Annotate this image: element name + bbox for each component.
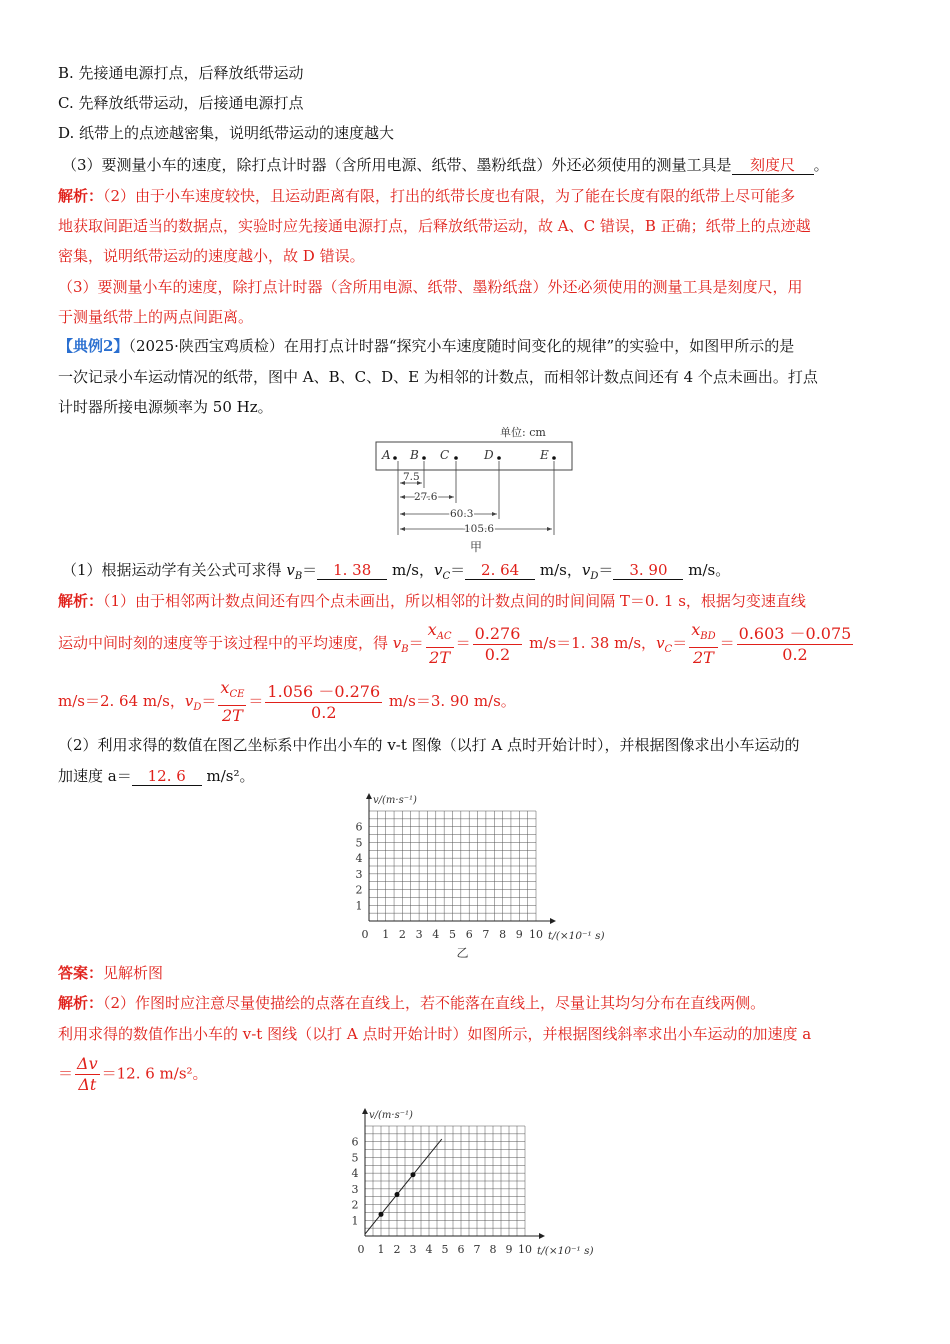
vb-answer: 1. 38 (317, 561, 387, 580)
chart-title: 乙 (456, 946, 469, 960)
y-tick-label: 5 (351, 1151, 359, 1165)
example-2-line-2: 一次记录小车运动情况的纸带，图中 A、B、C、D、E 为相邻的计数点，而相邻计数点间还有 4 个点未画出。打点 (58, 368, 818, 386)
x-tick-label: 7 (473, 1243, 481, 1256)
svg-text:C: C (440, 448, 450, 462)
analysis-2-line-3: m/s＝2. 64 m/s，$v_D=$ $\frac{x_{CE}}{2T}$ ＝ $\frac{1.056 -0.276}{0.2}$ m/s＝3. 90 m/s。 (58, 678, 516, 726)
answer-text: 见解析图 (103, 964, 164, 982)
x-tick-label: 10 (529, 928, 543, 941)
x-tick-label: 8 (499, 928, 507, 941)
vd-symbol: $v_D$ (581, 561, 599, 582)
y-axis-arrow (362, 1108, 368, 1114)
y-axis-label: v/(m·s⁻¹) (373, 795, 417, 806)
x-tick-label: 5 (441, 1243, 449, 1256)
distance-ab: 7.5 (403, 471, 420, 483)
analysis-1-line-2: 地获取间距适当的数据点，实验时应先接通电源打点，后释放纸带运动，故 A、C 错误，B 正确；纸带上的点迹越 (58, 217, 811, 235)
grid (365, 1126, 525, 1236)
svg-text:B: B (410, 448, 419, 462)
option-c: C. 先释放纸带运动，后接通电源打点 (58, 94, 304, 112)
x-tick-label: 9 (515, 928, 523, 941)
svg-text:D: D (484, 448, 494, 462)
fraction-value-2: $\frac{0.603 -0.075}{0.2}$ (738, 623, 852, 664)
svg-text:A: A (382, 448, 391, 462)
data-point (395, 1192, 400, 1197)
distance-ac: 27.6 (414, 491, 438, 503)
tape-unit-label: 单位: cm (500, 426, 546, 439)
x-tick-label: 3 (415, 928, 423, 941)
y-tick-label: 4 (355, 852, 363, 866)
vt-graph-empty (345, 793, 605, 963)
example-2-tag: 【典例2】 (58, 337, 129, 355)
x-axis-arrow (539, 1233, 545, 1239)
x-tick-label: 0 (361, 928, 369, 941)
y-tick-label: 4 (351, 1167, 359, 1181)
analysis-2-line-2: 运动中间时刻的速度等于该过程中的平均速度，得 $v_B=$ $\frac{x_{AC}}{2T}$ ＝ $\frac{0.276}{0.2}$ m/s＝1. 38 m/s，$v_C=$ $\frac{x_{BD}}{2T}$ ＝ $\frac{0.603 -0.075}{0.2}$ (58, 620, 852, 668)
x-tick-label: 10 (518, 1243, 532, 1256)
question-2-line-1: （2）利用求得的数值在图乙坐标系中作出小车的 v-t 图像（以打 A 点时开始计时），并根据图像求出小车运动的 (58, 736, 800, 754)
y-tick-label: 3 (355, 867, 363, 881)
x-axis-label: t/(×10⁻¹ s) (548, 930, 605, 942)
x-tick-label: 2 (393, 1243, 401, 1256)
acceleration-answer: 12. 6 (132, 767, 202, 786)
figure-caption-jia: 甲 (470, 540, 483, 554)
tape-point-b (409, 448, 426, 462)
analysis-3-line-1: 解析：（2）作图时应注意尽量使描绘的点落在直线上，若不能落在直线上，尽量让其均匀分布在直线两侧。 (58, 994, 766, 1012)
vc-symbol: $v_C$ (433, 561, 451, 582)
tape-point-d (483, 448, 501, 462)
vd-answer: 3. 90 (613, 561, 683, 580)
grid (369, 811, 536, 921)
data-point (411, 1172, 416, 1177)
vt-graph-solution (338, 1103, 608, 1263)
question-2-line-2: 加速度 a＝ 12. 6 m/s²。 (58, 767, 255, 785)
fraction-value-3: $\frac{1.056 -0.276}{0.2}$ (267, 681, 381, 722)
y-tick-label: 2 (355, 883, 363, 897)
analysis-1-line-5: 于测量纸带上的两点间距离。 (58, 308, 254, 326)
option-b: B. 先接通电源打点，后释放纸带运动 (58, 64, 304, 82)
answer-label: 答案： (58, 964, 104, 982)
question-3 (62, 154, 829, 176)
example-2-line-3: 计时器所接电源频率为 50 Hz。 (58, 398, 273, 416)
analysis-1-line-4: （3）要测量小车的速度，除打点计时器（含所用电源、纸带、墨粉纸盘）外还必须使用的测量工具是刻度尺，用 (58, 278, 803, 296)
vc-answer: 2. 64 (465, 561, 535, 580)
y-axis-label: v/(m·s⁻¹) (369, 1110, 413, 1121)
fit-line (365, 1139, 442, 1234)
analysis-2-line-1: 解析：（1）由于相邻两计数点间还有四个点未画出，所以相邻的计数点间的时间间隔 T＝0. 1 s，根据匀变速直线 (58, 592, 806, 610)
distance-ad: 60.3 (450, 508, 474, 520)
x-tick-label: 6 (465, 928, 473, 941)
y-tick-label: 6 (351, 1135, 359, 1149)
question-1: （1）根据运动学有关公式可求得 $v_B= 1$. 38 m/s，$v_C= 2$. 64 m/s，$v_D= 3$. 90 m/s。 (62, 561, 731, 582)
analysis-label: 解析： (58, 187, 104, 205)
x-tick-label: 7 (482, 928, 490, 941)
x-tick-label: 1 (377, 1243, 385, 1256)
y-axis-arrow (366, 793, 372, 799)
analysis-3-line-2: 利用求得的数值作出小车的 v-t 图线（以打 A 点时开始计时）如图所示，并根据图线斜率求出小车运动的加速度 a (58, 1025, 812, 1043)
x-axis-label: t/(×10⁻¹ s) (537, 1245, 594, 1257)
x-tick-label: 4 (425, 1243, 433, 1256)
x-tick-label: 4 (432, 928, 440, 941)
svg-text:E: E (540, 448, 549, 462)
question-3-answer: 刻度尺 (732, 156, 814, 175)
x-tick-label: 8 (489, 1243, 497, 1256)
tape-point-a (381, 448, 397, 462)
paper-tape-figure (370, 425, 580, 555)
fraction-xac: $\frac{x_{AC}}{2T}$ (427, 620, 452, 668)
distance-ae: 105.6 (464, 523, 495, 535)
x-tick-label: 0 (357, 1243, 365, 1256)
analysis-1-line-1: 解析：（2）由于小车速度较快，且运动距离有限，打出的纸带长度也有限，为了能在长度有限的纸带上尽可能多 (58, 187, 796, 205)
vb-symbol: $v_B$ (286, 561, 303, 582)
answer-line (58, 962, 163, 984)
fraction-value-1: $\frac{0.276}{0.2}$ (474, 623, 521, 664)
question-3-text: （3）要测量小车的速度，除打点计时器（含所用电源、纸带、墨粉纸盘）外还必须使用的测量工具是 (62, 156, 732, 174)
y-tick-label: 5 (355, 836, 363, 850)
option-d: D. 纸带上的点迹越密集，说明纸带运动的速度越大 (58, 124, 395, 142)
x-tick-label: 6 (457, 1243, 465, 1256)
y-tick-label: 2 (351, 1198, 359, 1212)
x-tick-label: 2 (398, 928, 406, 941)
x-tick-label: 9 (505, 1243, 513, 1256)
fraction-dv-dt: $\frac{\Delta v}{\Delta t}$ (77, 1054, 98, 1094)
y-tick-label: 3 (351, 1182, 359, 1196)
tape-point-c (440, 448, 458, 462)
y-tick-label: 1 (351, 1214, 359, 1228)
x-tick-label: 1 (382, 928, 390, 941)
x-tick-label: 3 (409, 1243, 417, 1256)
analysis-1-line-3: 密集，说明纸带运动的速度越小，故 D 错误。 (58, 247, 365, 265)
data-point (379, 1212, 384, 1217)
question-3-end: 。 (813, 156, 829, 174)
y-tick-label: 6 (355, 820, 363, 834)
y-tick-label: 1 (355, 899, 363, 913)
fraction-xbd: $\frac{x_{BD}}{2T}$ (691, 620, 716, 668)
tape-point-e (539, 448, 556, 462)
x-tick-label: 5 (449, 928, 456, 941)
analysis-3-line-3: ＝ $\frac{\Delta v}{\Delta t}$ ＝12. 6 m/s²。 (58, 1054, 208, 1094)
example-2-line-1: 【典例2】（2025·陕西宝鸡质检）在用打点计时器“探究小车速度随时间变化的规律”的实验中，如图甲所示的是 (58, 337, 795, 355)
x-axis-arrow (550, 918, 556, 924)
fraction-xce: $\frac{x_{CE}}{2T}$ (220, 678, 245, 726)
